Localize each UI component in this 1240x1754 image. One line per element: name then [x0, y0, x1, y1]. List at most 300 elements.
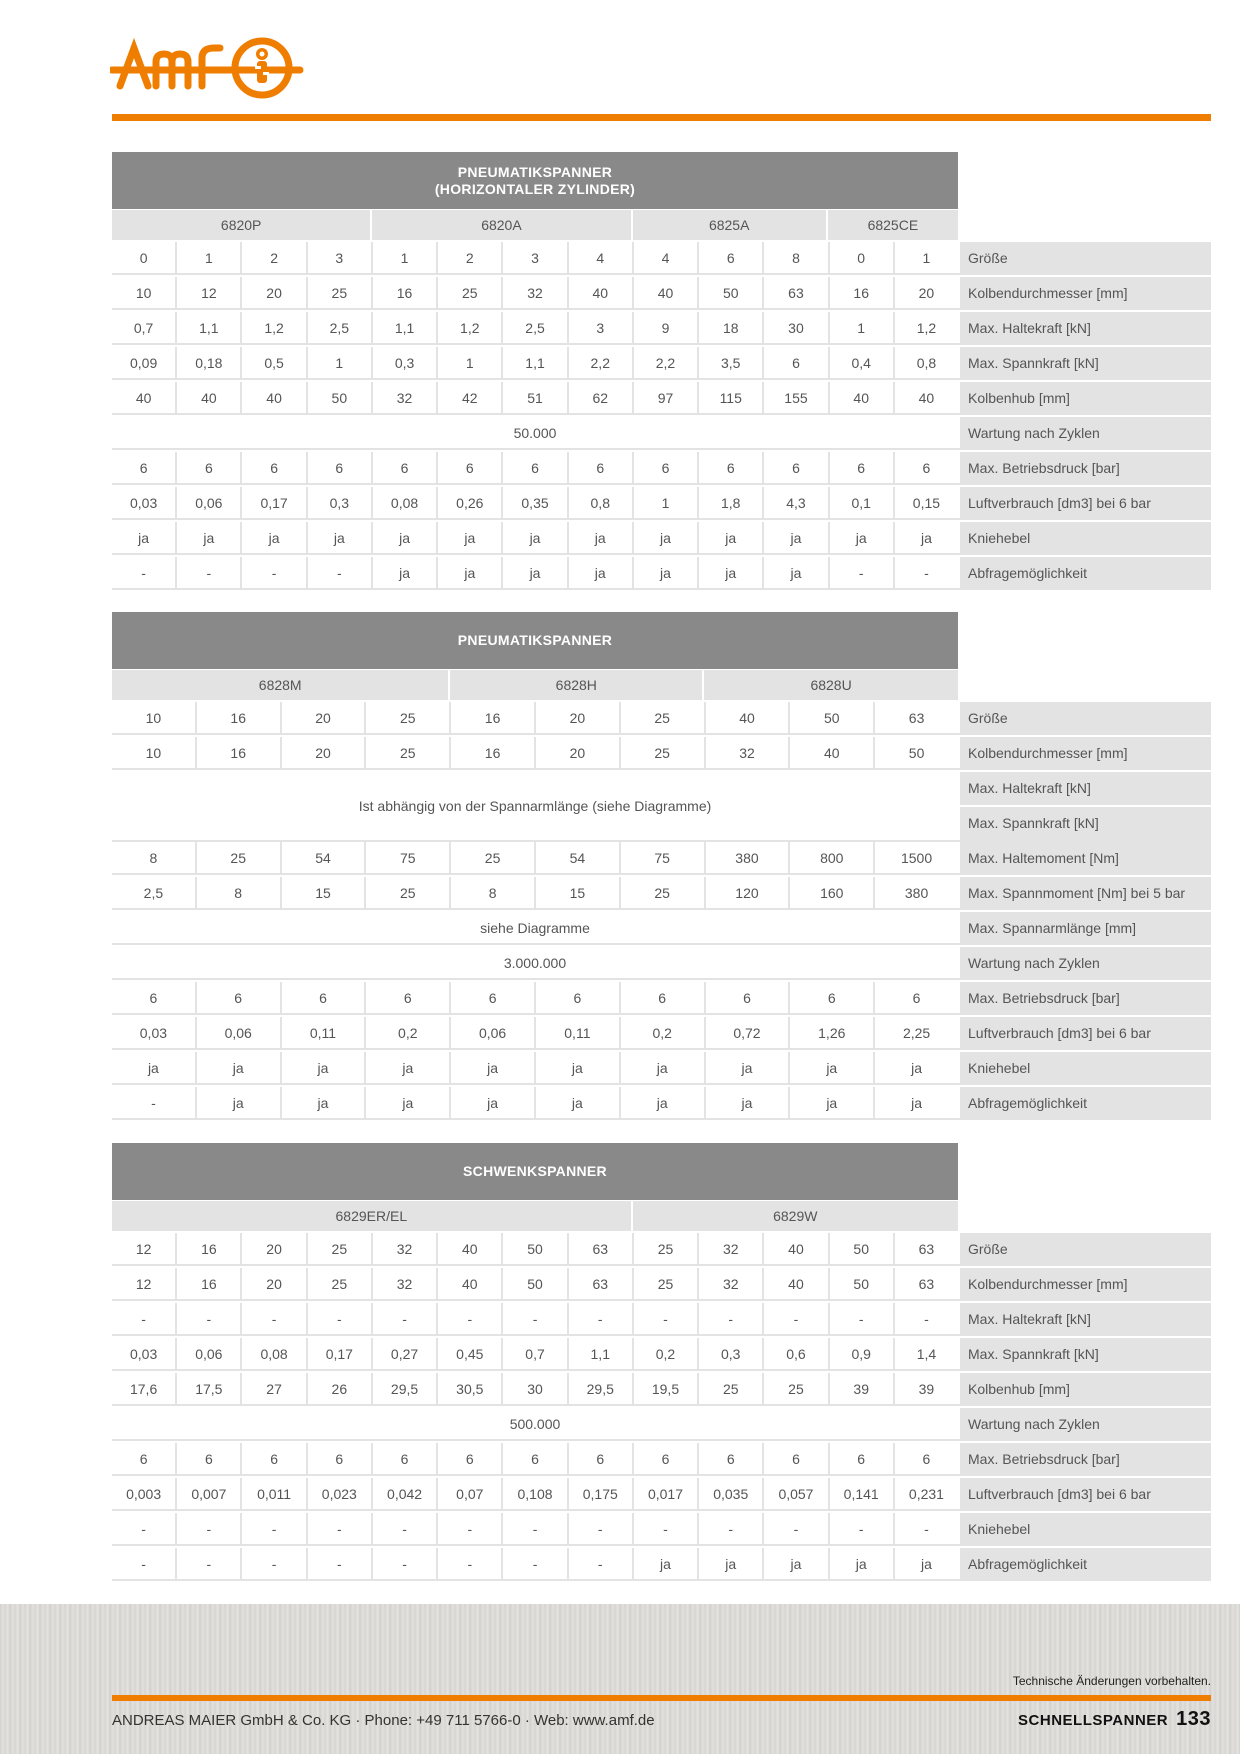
- value-cell: 1,26: [790, 1017, 875, 1048]
- value-cell: 155: [764, 382, 829, 413]
- value-cell: 17,6: [112, 1373, 177, 1404]
- value-cell: ja: [621, 1052, 706, 1083]
- value-cell: 29,5: [373, 1373, 438, 1404]
- value-cell: 380: [706, 842, 791, 873]
- value-cell: ja: [112, 522, 177, 553]
- value-cell: -: [242, 1513, 307, 1544]
- row-label: Max. Haltekraft [kN]: [960, 312, 1211, 345]
- table-row: [112, 487, 1211, 520]
- value-cell: 0,231: [908, 1485, 944, 1502]
- table-row: [112, 312, 1211, 345]
- value-cell: 12: [112, 1233, 177, 1264]
- value-cell: 40: [634, 277, 699, 308]
- value-cell: 1,4: [916, 1345, 937, 1362]
- value-cell: 0,15: [912, 494, 941, 511]
- value-cell: 16: [197, 737, 282, 768]
- value-cell: 0,141: [830, 1478, 895, 1509]
- row-values: [112, 312, 958, 343]
- value-cell: -: [764, 1303, 829, 1334]
- value-cell: ja: [197, 1052, 282, 1083]
- value-cell: 25: [366, 737, 451, 768]
- table-title: [112, 612, 958, 669]
- row-label: Max. Spannkraft [kN]: [960, 1338, 1211, 1371]
- value-cell: 20: [282, 702, 367, 733]
- table-row: [112, 1478, 1211, 1511]
- table-row: [112, 772, 1211, 842]
- value-cell: 4,3: [764, 487, 829, 518]
- value-cell: 25: [634, 1233, 699, 1264]
- value-cell: 50: [503, 1268, 568, 1299]
- row-values: [112, 1513, 958, 1544]
- table-title-text: [435, 164, 635, 198]
- value-cell: 0,03: [112, 487, 177, 518]
- value-cell: 0,17: [242, 487, 307, 518]
- value-cell: 32: [503, 277, 568, 308]
- value-cell: 25: [308, 1233, 373, 1264]
- value-cell: 32: [699, 1233, 764, 1264]
- value-cell: 6: [177, 1443, 242, 1474]
- value-cell: 1: [373, 242, 438, 273]
- value-cell: 6: [308, 452, 373, 483]
- value-cell: 30,5: [438, 1373, 503, 1404]
- row-values: [112, 277, 958, 308]
- value-cell: -: [112, 557, 177, 588]
- value-cell: 32: [373, 1233, 438, 1264]
- value-cell: 40: [112, 382, 177, 413]
- value-cell: 6: [366, 982, 451, 1013]
- value-cell: -: [112, 1303, 177, 1334]
- value-cell: 63: [918, 1240, 935, 1257]
- value-cell: 8: [197, 877, 282, 908]
- value-cell: ja: [536, 1087, 621, 1118]
- value-cell: 17,5: [177, 1373, 242, 1404]
- table-row: [112, 947, 1211, 980]
- value-cell: 120: [706, 877, 791, 908]
- row-label: Max. Haltekraft [kN]: [960, 772, 1211, 805]
- value-cell: -: [634, 1303, 699, 1334]
- model-header-row: [112, 670, 958, 700]
- value-cell: ja: [634, 522, 699, 553]
- value-cell: 800: [790, 842, 875, 873]
- value-cell: 6: [569, 1443, 634, 1474]
- value-cell: 25: [366, 877, 451, 908]
- value-cell: 25: [438, 277, 503, 308]
- row-label: Wartung nach Zyklen: [960, 1408, 1211, 1441]
- row-values: [112, 242, 958, 273]
- value-cell: -: [177, 557, 242, 588]
- value-cell: 0,007: [177, 1478, 242, 1509]
- value-cell: 16: [830, 277, 895, 308]
- value-cell: 0,11: [536, 1017, 621, 1048]
- value-cell: ja: [764, 522, 829, 553]
- value-cell: 32: [373, 382, 438, 413]
- table-title-line: PNEUMATIKSPANNER: [457, 163, 613, 180]
- row-label: Kolbendurchmesser [mm]: [960, 277, 1211, 310]
- model-name: 6825CE: [828, 210, 958, 240]
- row-label: Luftverbrauch [dm3] bei 6 bar: [960, 487, 1211, 520]
- value-cell: 0,3: [308, 487, 373, 518]
- value-cell: 97: [634, 382, 699, 413]
- value-cell: -: [177, 1513, 242, 1544]
- value-cell: ja: [282, 1052, 367, 1083]
- value-cell: ja: [830, 522, 895, 553]
- row-values: [112, 1338, 958, 1369]
- value-cell: 26: [308, 1373, 373, 1404]
- row-label: Größe: [960, 242, 1211, 275]
- value-cell: -: [924, 1520, 929, 1537]
- value-cell: -: [503, 1548, 568, 1579]
- value-cell: ja: [699, 557, 764, 588]
- value-cell: -: [308, 557, 373, 588]
- row-label: Luftverbrauch [dm3] bei 6 bar: [960, 1017, 1211, 1050]
- table-row: [112, 1303, 1211, 1336]
- value-cell: ja: [706, 1052, 791, 1083]
- header-rule: [112, 114, 1211, 121]
- value-cell: 1,2: [438, 312, 503, 343]
- value-cell: 6: [308, 1443, 373, 1474]
- row-label: Abfragemöglichkeit: [960, 1548, 1211, 1581]
- value-cell: ja: [634, 557, 699, 588]
- value-cell: 0,03: [112, 1338, 177, 1369]
- value-cell: 6: [830, 452, 895, 483]
- value-cell: 39: [830, 1373, 895, 1404]
- value-cell: -: [569, 1548, 634, 1579]
- row-values: [112, 947, 958, 978]
- table-row: [112, 242, 1211, 275]
- value-cell: 4: [634, 242, 699, 273]
- value-cell: 42: [438, 382, 503, 413]
- value-cell: ja: [790, 1052, 875, 1083]
- value-cell: 1: [438, 347, 503, 378]
- table-title-line: (HORIZONTALER ZYLINDER): [434, 180, 636, 197]
- value-cell: ja: [366, 1087, 451, 1118]
- value-cell: 20: [242, 277, 307, 308]
- value-cell: 20: [282, 737, 367, 768]
- row-label: Max. Betriebsdruck [bar]: [960, 452, 1211, 485]
- value-cell: -: [830, 1513, 895, 1544]
- value-cell: 2,2: [569, 347, 634, 378]
- value-cell: 6: [282, 982, 367, 1013]
- value-cell: 6: [699, 452, 764, 483]
- value-cell: 40: [790, 737, 875, 768]
- value-cell: 6: [699, 1443, 764, 1474]
- value-cell: -: [112, 1548, 177, 1579]
- value-cell: 9: [634, 312, 699, 343]
- value-cell: 0,4: [830, 347, 895, 378]
- row-values: [112, 487, 958, 518]
- table-row: [112, 702, 1211, 735]
- row-label: Max. Haltemoment [Nm]: [960, 842, 1211, 875]
- row-values: [112, 1303, 958, 1334]
- model-name: 6820A: [372, 210, 632, 240]
- row-values: [112, 347, 958, 378]
- value-cell: -: [438, 1548, 503, 1579]
- value-cell: -: [830, 557, 895, 588]
- row-label: Kolbendurchmesser [mm]: [960, 737, 1211, 770]
- value-cell: 1,1: [569, 1338, 634, 1369]
- value-cell: 0,03: [112, 1017, 197, 1048]
- value-cell: 20: [918, 284, 935, 301]
- value-cell: 6: [242, 452, 307, 483]
- value-cell: 0,7: [112, 312, 177, 343]
- value-cell: 0,9: [830, 1338, 895, 1369]
- value-cell: 50: [699, 277, 764, 308]
- value-cell: 2: [242, 242, 307, 273]
- value-cell: 6: [621, 982, 706, 1013]
- table-row: [112, 417, 1211, 450]
- value-cell: 6: [242, 1443, 307, 1474]
- value-cell: 0,8: [916, 354, 937, 371]
- value-cell: -: [112, 1087, 197, 1118]
- value-cell: -: [924, 564, 929, 581]
- value-cell: 8: [764, 242, 829, 273]
- row-values: [112, 1017, 958, 1048]
- value-cell: -: [438, 1513, 503, 1544]
- footer-note: Technische Änderungen vorbehalten.: [1012, 1674, 1211, 1688]
- table-title-line: PNEUMATIKSPANNER: [457, 632, 613, 648]
- value-cell: 8: [112, 842, 197, 873]
- value-cell: 25: [621, 877, 706, 908]
- value-cell: -: [699, 1303, 764, 1334]
- value-cell: 40: [177, 382, 242, 413]
- value-cell: 75: [621, 842, 706, 873]
- model-name: 6829ER/EL: [112, 1201, 633, 1231]
- table-title: [112, 152, 958, 209]
- value-cell: 0,06: [197, 1017, 282, 1048]
- value-cell: 2: [438, 242, 503, 273]
- row-label: Kolbenhub [mm]: [960, 1373, 1211, 1406]
- value-cell: 0,7: [503, 1338, 568, 1369]
- value-cell: 50: [503, 1233, 568, 1264]
- value-cell: 2,5: [308, 312, 373, 343]
- table-row: [112, 842, 1211, 875]
- value-cell: -: [308, 1303, 373, 1334]
- value-cell: 1: [308, 347, 373, 378]
- table-row: [112, 1087, 1211, 1120]
- row-values: [112, 982, 958, 1013]
- value-cell: ja: [308, 522, 373, 553]
- value-cell: 8: [451, 877, 536, 908]
- value-cell: 15: [536, 877, 621, 908]
- value-cell: 63: [908, 709, 925, 726]
- row-values: [112, 842, 958, 873]
- model-header-row: [112, 1201, 958, 1231]
- value-cell: 6: [764, 1443, 829, 1474]
- value-cell: 40: [438, 1233, 503, 1264]
- value-cell: 6: [503, 1443, 568, 1474]
- value-cell: 0,3: [699, 1338, 764, 1369]
- value-cell: ja: [451, 1087, 536, 1118]
- value-cell: ja: [569, 522, 634, 553]
- row-label: Wartung nach Zyklen: [960, 417, 1211, 450]
- row-label: Kolbendurchmesser [mm]: [960, 1268, 1211, 1301]
- value-cell: -: [242, 1548, 307, 1579]
- value-cell: 0,8: [569, 487, 634, 518]
- value-cell: 0,07: [438, 1478, 503, 1509]
- value-cell: ja: [634, 1548, 699, 1579]
- value-cell: 63: [569, 1233, 634, 1264]
- value-cell: 0,108: [503, 1478, 568, 1509]
- value-cell: 50: [830, 1268, 895, 1299]
- value-cell: -: [242, 557, 307, 588]
- value-cell: 27: [242, 1373, 307, 1404]
- value-cell: 6: [451, 982, 536, 1013]
- value-cell: 6: [569, 452, 634, 483]
- value-cell: 1500: [900, 849, 933, 866]
- value-cell: 1: [634, 487, 699, 518]
- value-cell: 0,06: [451, 1017, 536, 1048]
- row-values: [112, 912, 958, 943]
- value-cell: 30: [764, 312, 829, 343]
- value-cell: 0,3: [373, 347, 438, 378]
- value-cell: 32: [699, 1268, 764, 1299]
- table-title-line: SCHWENKSPANNER: [463, 1163, 607, 1179]
- value-cell: 0,08: [373, 487, 438, 518]
- value-cell: 25: [621, 737, 706, 768]
- row-label: Kniehebel: [960, 522, 1211, 555]
- value-cell: 6: [634, 1443, 699, 1474]
- row-values: [112, 1052, 958, 1083]
- value-cell: 3,5: [699, 347, 764, 378]
- table-title: [112, 1143, 958, 1200]
- value-cell: 1,2: [242, 312, 307, 343]
- model-name: 6828H: [450, 670, 704, 700]
- value-cell: ja: [438, 522, 503, 553]
- value-cell: 40: [764, 1268, 829, 1299]
- table-row: [112, 347, 1211, 380]
- value-cell: ja: [503, 557, 568, 588]
- merged-value-cell: Ist abhängig von der Spannarmlänge (siehe Diagramme): [358, 798, 712, 814]
- value-cell: 0,09: [112, 347, 177, 378]
- value-cell: 16: [451, 737, 536, 768]
- table-row: [112, 1268, 1211, 1301]
- table-row: [112, 1052, 1211, 1085]
- value-cell: 6: [503, 452, 568, 483]
- table-row: [112, 277, 1211, 310]
- value-cell: 0,042: [373, 1478, 438, 1509]
- value-cell: 6: [373, 452, 438, 483]
- value-cell: 6: [699, 242, 764, 273]
- value-cell: 0: [830, 242, 895, 273]
- value-cell: 40: [764, 1233, 829, 1264]
- row-values: [112, 1233, 958, 1264]
- table-row: [112, 557, 1211, 590]
- value-cell: 6: [536, 982, 621, 1013]
- row-values: [112, 382, 958, 413]
- value-cell: 25: [621, 702, 706, 733]
- value-cell: 10: [112, 702, 197, 733]
- value-cell: ja: [177, 522, 242, 553]
- value-cell: 2,25: [902, 1024, 931, 1041]
- value-cell: 0,011: [242, 1478, 307, 1509]
- row-values: [112, 557, 958, 588]
- row-label: Max. Spannkraft [kN]: [960, 347, 1211, 380]
- value-cell: 40: [706, 702, 791, 733]
- value-cell: ja: [112, 1052, 197, 1083]
- row-label: Kniehebel: [960, 1513, 1211, 1546]
- value-cell: 0,1: [830, 487, 895, 518]
- value-cell: -: [308, 1513, 373, 1544]
- footer-rule: [112, 1695, 1211, 1701]
- table-title-text: [463, 1163, 607, 1180]
- value-cell: -: [373, 1513, 438, 1544]
- value-cell: 3: [308, 242, 373, 273]
- table-row: [112, 1017, 1211, 1050]
- value-cell: 0,08: [242, 1338, 307, 1369]
- value-cell: 1,1: [177, 312, 242, 343]
- value-cell: 20: [536, 737, 621, 768]
- value-cell: 12: [177, 277, 242, 308]
- value-cell: 6: [764, 452, 829, 483]
- value-cell: -: [924, 1310, 929, 1327]
- row-label: Luftverbrauch [dm3] bei 6 bar: [960, 1478, 1211, 1511]
- value-cell: 16: [177, 1268, 242, 1299]
- value-cell: -: [503, 1303, 568, 1334]
- table-row: [112, 382, 1211, 415]
- value-cell: ja: [438, 557, 503, 588]
- value-cell: 25: [197, 842, 282, 873]
- value-cell: 0,72: [706, 1017, 791, 1048]
- value-cell: 0,45: [438, 1338, 503, 1369]
- value-cell: 20: [242, 1268, 307, 1299]
- value-cell: 30: [503, 1373, 568, 1404]
- value-cell: -: [764, 1513, 829, 1544]
- value-cell: 63: [764, 277, 829, 308]
- value-cell: 0,18: [177, 347, 242, 378]
- footer-section-title: SCHNELLSPANNER: [1018, 1712, 1169, 1729]
- value-cell: ja: [790, 1087, 875, 1118]
- row-label: Wartung nach Zyklen: [960, 947, 1211, 980]
- value-cell: ja: [373, 557, 438, 588]
- value-cell: 0: [112, 242, 177, 273]
- value-cell: 62: [569, 382, 634, 413]
- page-number: 133: [1176, 1708, 1211, 1730]
- value-cell: 0,5: [242, 347, 307, 378]
- value-cell: ja: [911, 1094, 923, 1111]
- row-label: Abfragemöglichkeit: [960, 1087, 1211, 1120]
- value-cell: 40: [918, 389, 935, 406]
- value-cell: 63: [918, 1275, 935, 1292]
- row-label: Max. Betriebsdruck [bar]: [960, 982, 1211, 1015]
- value-cell: 25: [634, 1268, 699, 1299]
- value-cell: 6: [922, 459, 931, 476]
- merged-value-cell: 500.000: [509, 1415, 561, 1432]
- value-cell: 75: [366, 842, 451, 873]
- value-cell: 32: [706, 737, 791, 768]
- row-label: Kniehebel: [960, 1052, 1211, 1085]
- amf-logo: [110, 34, 306, 104]
- value-cell: 0,06: [177, 1338, 242, 1369]
- value-cell: ja: [503, 522, 568, 553]
- value-cell: 16: [373, 277, 438, 308]
- value-cell: 40: [242, 382, 307, 413]
- value-cell: 2,5: [503, 312, 568, 343]
- row-values: [112, 1443, 958, 1474]
- value-cell: 0,023: [308, 1478, 373, 1509]
- row-values: [112, 772, 958, 840]
- value-cell: ja: [911, 1059, 923, 1076]
- value-cell: ja: [920, 1555, 932, 1572]
- value-cell: 3: [569, 312, 634, 343]
- value-cell: 50: [308, 382, 373, 413]
- table-row: [112, 1338, 1211, 1371]
- merged-value-cell: 3.000.000: [503, 954, 567, 971]
- value-cell: ja: [242, 522, 307, 553]
- value-cell: 0,035: [699, 1478, 764, 1509]
- merged-value-cell: 50.000: [513, 424, 557, 441]
- row-values: [112, 452, 958, 483]
- value-cell: -: [634, 1513, 699, 1544]
